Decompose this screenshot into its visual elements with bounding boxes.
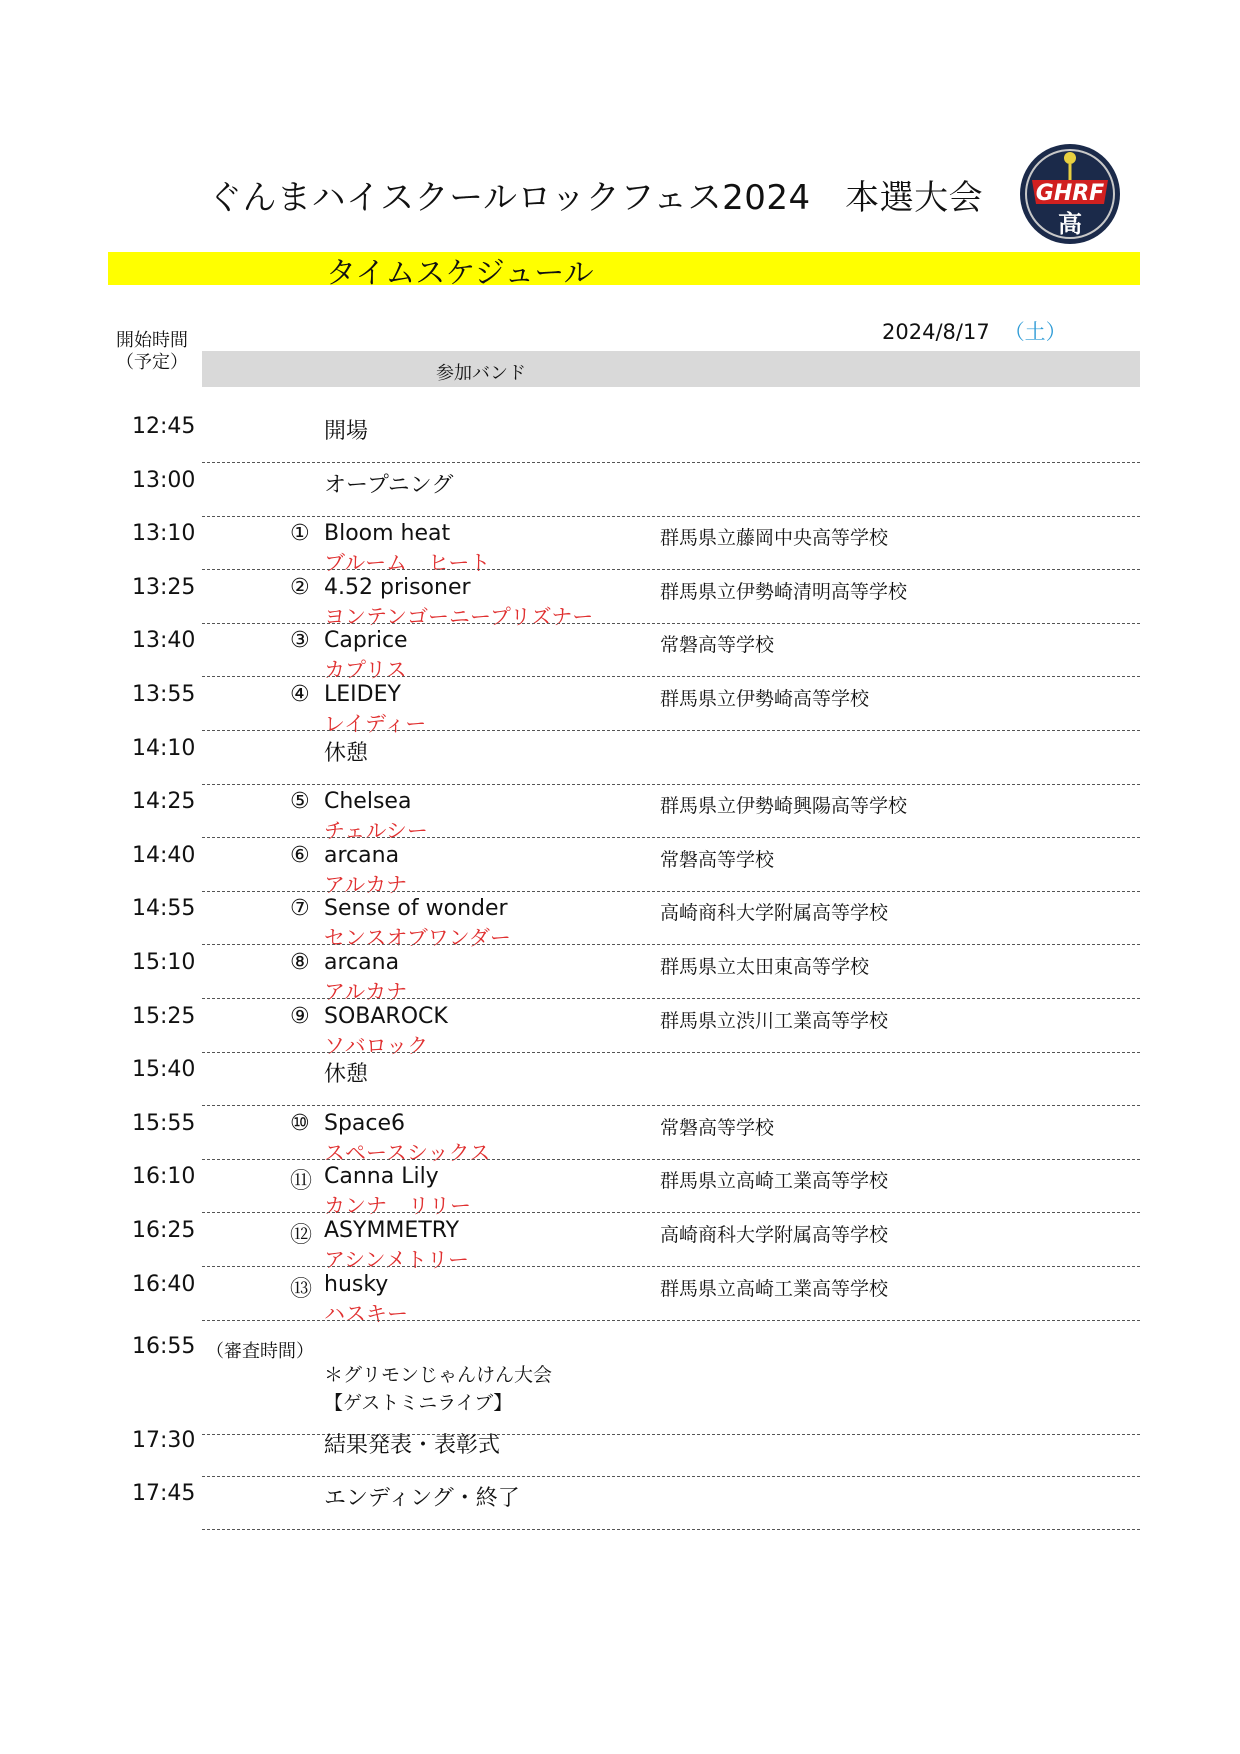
table-row: [0, 521, 1240, 575]
ghrf-logo: [1018, 142, 1122, 246]
school-name: 群馬県立高崎工業高等学校: [660, 1277, 889, 1300]
band-name: SOBAROCK: [324, 1003, 448, 1029]
row-number: ⑩: [290, 1110, 310, 1136]
janken-event: ＊グリモンじゃんけん大会: [324, 1364, 553, 1386]
row-separator: [202, 944, 1140, 945]
row-separator: [202, 1529, 1140, 1530]
school-name: 群馬県立伊勢崎清明高等学校: [660, 580, 908, 603]
row-time: 16:25: [132, 1218, 196, 1243]
table-row: [0, 1481, 1240, 1535]
row-number: ⑦: [290, 896, 310, 922]
band-name: Sense of wonder: [324, 896, 508, 922]
table-row: [0, 843, 1240, 897]
band-name: Canna Lily: [324, 1164, 439, 1190]
row-time: 12:45: [132, 414, 196, 439]
band-name: Space6: [324, 1110, 406, 1136]
row-time: 13:25: [132, 574, 196, 600]
school-name: 群馬県立高崎工業高等学校: [660, 1170, 889, 1193]
table-row: [0, 789, 1240, 843]
school-name: 群馬県立伊勢崎興陽高等学校: [660, 795, 908, 818]
row-time: 15:10: [132, 950, 196, 975]
row-time: 15:55: [132, 1110, 196, 1136]
band-name: ASYMMETRY: [324, 1218, 460, 1243]
start-time-label: [112, 330, 192, 374]
row-time: 13:55: [132, 682, 196, 707]
band-kana: ヨンテンゴーニープリズナー: [324, 604, 594, 629]
band-kana: ハスキー: [324, 1301, 408, 1326]
band-name: 休憩: [324, 1062, 369, 1088]
page-title: ぐんまハイスクールロックフェス2024 本選大会: [208, 178, 984, 218]
event-name: エンディング・終了: [324, 1486, 520, 1511]
band-kana: センスオブワンダー: [324, 926, 511, 951]
band-kana: ソバロック: [324, 1033, 429, 1058]
row-separator: [202, 1105, 1140, 1106]
band-kana: カプリス: [324, 658, 407, 683]
row-time: 13:10: [132, 521, 196, 547]
row-number: ①: [290, 521, 310, 547]
row-separator: [202, 1159, 1140, 1160]
row-separator: [202, 998, 1140, 999]
guest-mini-live: 【ゲストミニライブ】: [324, 1392, 513, 1414]
school-name: 群馬県立太田東高等学校: [660, 956, 870, 978]
start-time-note: （予定）: [116, 352, 188, 373]
day-of-week: （土）: [1003, 320, 1067, 344]
band-name: 休憩: [324, 740, 369, 766]
row-separator: [202, 569, 1140, 570]
school-name: 常磐高等学校: [660, 848, 775, 871]
row-number: ⑬: [290, 1276, 313, 1302]
table-row: [0, 682, 1240, 736]
table-row: [0, 1004, 1240, 1058]
judging-note: （審査時間）: [206, 1341, 314, 1362]
row-number: ⑥: [290, 842, 310, 868]
row-number: ③: [290, 628, 310, 654]
table-row: [0, 736, 1240, 790]
row-separator: [202, 1266, 1140, 1267]
event-name: 結果発表・表彰式: [324, 1433, 501, 1458]
row-number: ④: [290, 682, 310, 707]
header-bands: 参加バンド: [436, 363, 526, 384]
row-number: ⑫: [290, 1223, 313, 1248]
row-separator: [202, 1320, 1140, 1321]
band-name: LEIDEY: [324, 682, 401, 707]
row-separator: [202, 730, 1140, 731]
band-name: husky: [324, 1271, 389, 1297]
row-time: 16:10: [132, 1164, 196, 1190]
band-kana: チェルシー: [324, 819, 428, 844]
table-row: [0, 468, 1240, 522]
table-row: [0, 628, 1240, 682]
row-time: 14:55: [132, 896, 196, 922]
school-name: 高崎商科大学附属高等学校: [660, 902, 889, 925]
row-number: ⑨: [290, 1003, 310, 1029]
table-row: [0, 896, 1240, 950]
school-name: 群馬県立藤岡中央高等学校: [660, 527, 889, 550]
band-kana: スペースシックス: [324, 1140, 491, 1165]
row-separator: [202, 784, 1140, 785]
row-separator: [202, 1052, 1140, 1053]
band-kana: アルカナ: [324, 872, 408, 897]
band-kana: カンナ リリー: [324, 1194, 471, 1219]
row-separator: [202, 676, 1140, 677]
event-date: [882, 316, 1067, 346]
row-time: 17:30: [132, 1428, 196, 1453]
row-separator: [202, 837, 1140, 838]
school-name: 常磐高等学校: [660, 634, 775, 657]
row-separator: [202, 1212, 1140, 1213]
row-time: 14:40: [132, 842, 196, 868]
start-time-title: 開始時間: [116, 330, 188, 351]
logo-text: GHRF: [1035, 181, 1105, 206]
row-time: 14:10: [132, 735, 196, 761]
band-name: 4.52 prisoner: [324, 574, 471, 600]
table-row: [0, 1272, 1240, 1326]
table-row: [0, 575, 1240, 629]
row-time: 15:40: [132, 1057, 196, 1083]
band-name: Chelsea: [324, 789, 412, 815]
band-kana: アシンメトリー: [324, 1248, 470, 1272]
band-name: 開場: [324, 419, 369, 444]
row-number: ⑤: [290, 789, 310, 815]
row-separator: [202, 623, 1140, 624]
row-separator: [202, 516, 1140, 517]
row-time: 16:40: [132, 1271, 196, 1297]
table-row: [0, 1057, 1240, 1111]
band-name: Caprice: [324, 628, 408, 654]
row-separator: [202, 462, 1140, 463]
judging-time: 16:55: [132, 1334, 196, 1359]
band-kana: アルカナ: [324, 980, 408, 1004]
band-name: オープニング: [324, 472, 454, 498]
row-number: ⑧: [290, 950, 310, 975]
subtitle: タイムスケジュール: [326, 256, 594, 291]
school-name: 群馬県立伊勢崎高等学校: [660, 688, 870, 710]
row-time: 13:40: [132, 628, 196, 654]
band-name: arcana: [324, 950, 400, 975]
row-number: ②: [290, 574, 310, 600]
school-name: 高崎商科大学附属高等学校: [660, 1224, 889, 1246]
row-time: 17:45: [132, 1481, 196, 1506]
school-name: 群馬県立渋川工業高等学校: [660, 1009, 889, 1032]
subtitle-banner: [108, 252, 1140, 291]
school-name: 常磐高等学校: [660, 1116, 775, 1139]
band-kana: レイディー: [324, 712, 427, 736]
row-time: 14:25: [132, 789, 196, 815]
row-separator: [202, 891, 1140, 892]
table-row: [0, 950, 1240, 1004]
row-number: ⑪: [290, 1169, 313, 1195]
row-separator: [202, 1476, 1140, 1477]
band-kana: ブルーム ヒート: [324, 551, 491, 576]
table-row: [0, 1164, 1240, 1218]
logo-kanji: 高: [1058, 210, 1082, 238]
band-name: Bloom heat: [324, 521, 451, 547]
table-header: [202, 351, 1140, 387]
table-row: [0, 1218, 1240, 1272]
band-name: arcana: [324, 842, 400, 868]
row-time: 13:00: [132, 467, 196, 493]
table-row: [0, 414, 1240, 468]
table-row: [0, 1111, 1240, 1165]
row-time: 15:25: [132, 1003, 196, 1029]
date-value: 2024/8/17: [882, 320, 990, 344]
table-row: [0, 1428, 1240, 1482]
